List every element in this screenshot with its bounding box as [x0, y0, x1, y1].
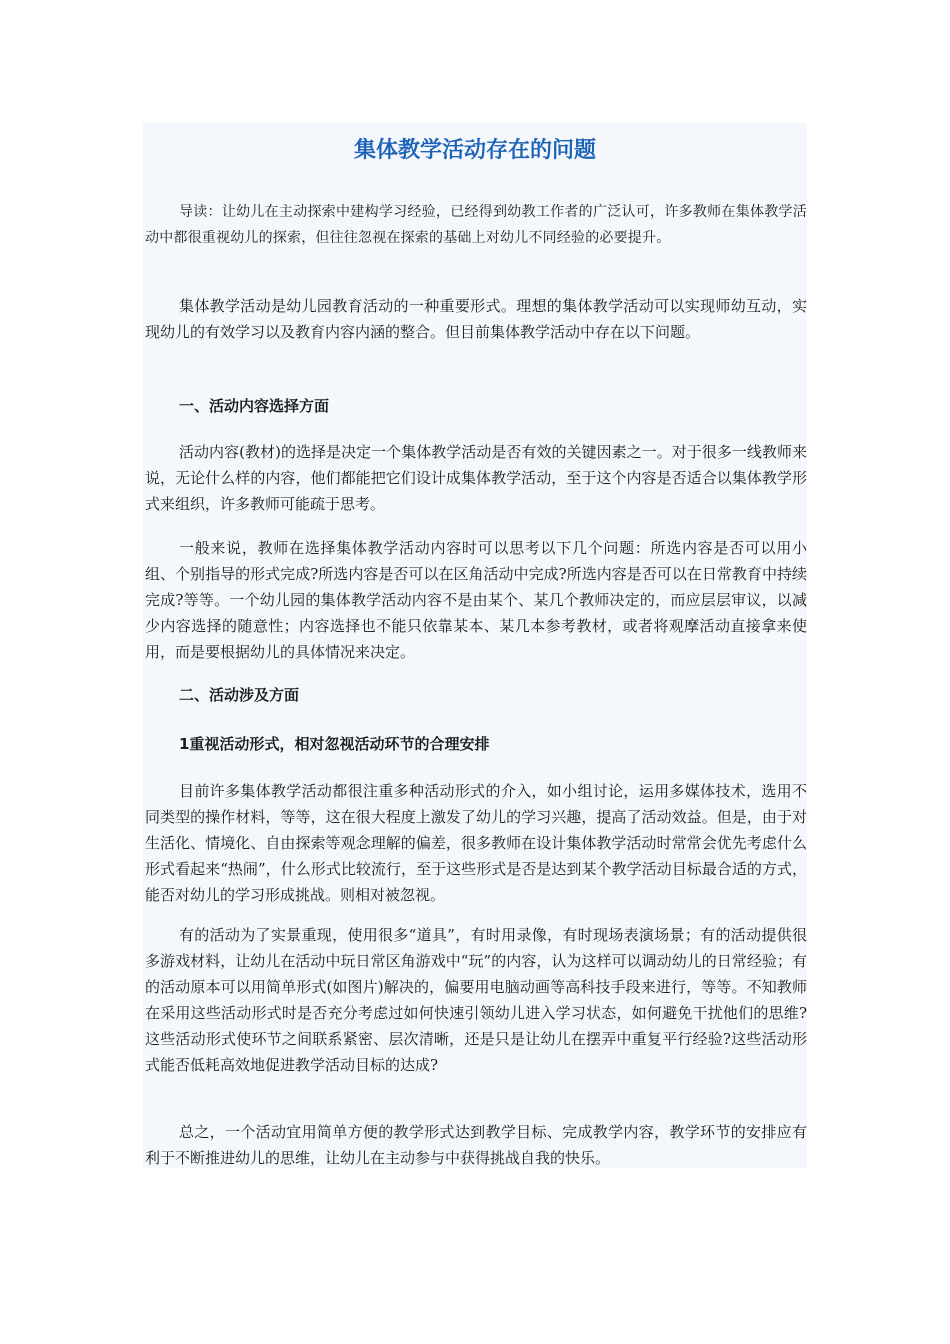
intro-paragraph: 导读：让幼儿在主动探索中建构学习经验，已经得到幼教工作者的广泛认可，许多教师在集体教学活动中都很重视幼儿的探索，但往往忽视在探索的基础上对幼儿不同经验的必要提升。 — [145, 204, 807, 246]
paragraph-5: 有的活动为了实景重现，使用很多“道具”，有时用录像，有时现场表演场景；有的活动提供很多游戏材料，让幼儿在活动中玩日常区角游戏中“玩”的内容，认为这样可以调动幼儿的日常经验；有的活动原本可以用简单形式(如图片)解决的，偏要用电脑动画等高科技手段来进行，等等。不知教师在采用这些活动形式时是否充分考虑过如何快速引领幼儿进入学习状态，如何避免干扰他们的思维?这些活动形式使环节之间联系紧密、层次清晰，还是只是让幼儿在摆弄中重复平行经验?这些活动形式能否低耗高效地促进教学活动目标的达成? — [145, 926, 807, 1074]
section-2-heading: 二、活动涉及方面 — [179, 686, 300, 704]
article-title: 集体教学活动存在的问题 — [353, 138, 596, 163]
section-1-heading: 一、活动内容选择方面 — [179, 397, 330, 415]
paragraph-3: 一般来说，教师在选择集体教学活动内容时可以思考以下几个问题：所选内容是否可以用小组、个别指导的形式完成?所选内容是否可以在区角活动中完成?所选内容是否可以在日常教育中持续完成?等等。一个幼儿园的集体教学活动内容不是由某个、某几个教师决定的，而应层层审议，以减少内容选择的随意性；内容选择也不能只依靠某本、某几本参考教材，或者将观摩活动直接拿来使用，而是要根据幼儿的具体情况来决定。 — [145, 539, 807, 661]
article-panel — [143, 123, 807, 1168]
paragraph-6: 总之，一个活动宜用简单方便的教学形式达到教学目标、完成教学内容，教学环节的安排应有利于不断推进幼儿的思维，让幼儿在主动参与中获得挑战自我的快乐。 — [145, 1123, 807, 1167]
paragraph-1: 集体教学活动是幼儿园教育活动的一种重要形式。理想的集体教学活动可以实现师幼互动，实现幼儿的有效学习以及教育内容内涵的整合。但目前集体教学活动中存在以下问题。 — [145, 297, 807, 341]
subsection-1-heading: 1重视活动形式，相对忽视活动环节的合理安排 — [179, 735, 490, 753]
paragraph-4: 目前许多集体教学活动都很注重多种活动形式的介入，如小组讨论，运用多媒体技术，选用不同类型的操作材料，等等，这在很大程度上激发了幼儿的学习兴趣，提高了活动效益。但是，由于对生活化、情境化、自由探索等观念理解的偏差，很多教师在设计集体教学活动时常常会优先考虑什么形式看起来“热闹”，什么形式比较流行，至于这些形式是否是达到某个教学活动目标最合适的方式，能否对幼儿的学习形成挑战。则相对被忽视。 — [145, 782, 807, 904]
paragraph-2: 活动内容(教材)的选择是决定一个集体教学活动是否有效的关键因素之一。对于很多一线教师来说，无论什么样的内容，他们都能把它们设计成集体教学活动，至于这个内容是否适合以集体教学形式来组织，许多教师可能疏于思考。 — [145, 443, 807, 513]
